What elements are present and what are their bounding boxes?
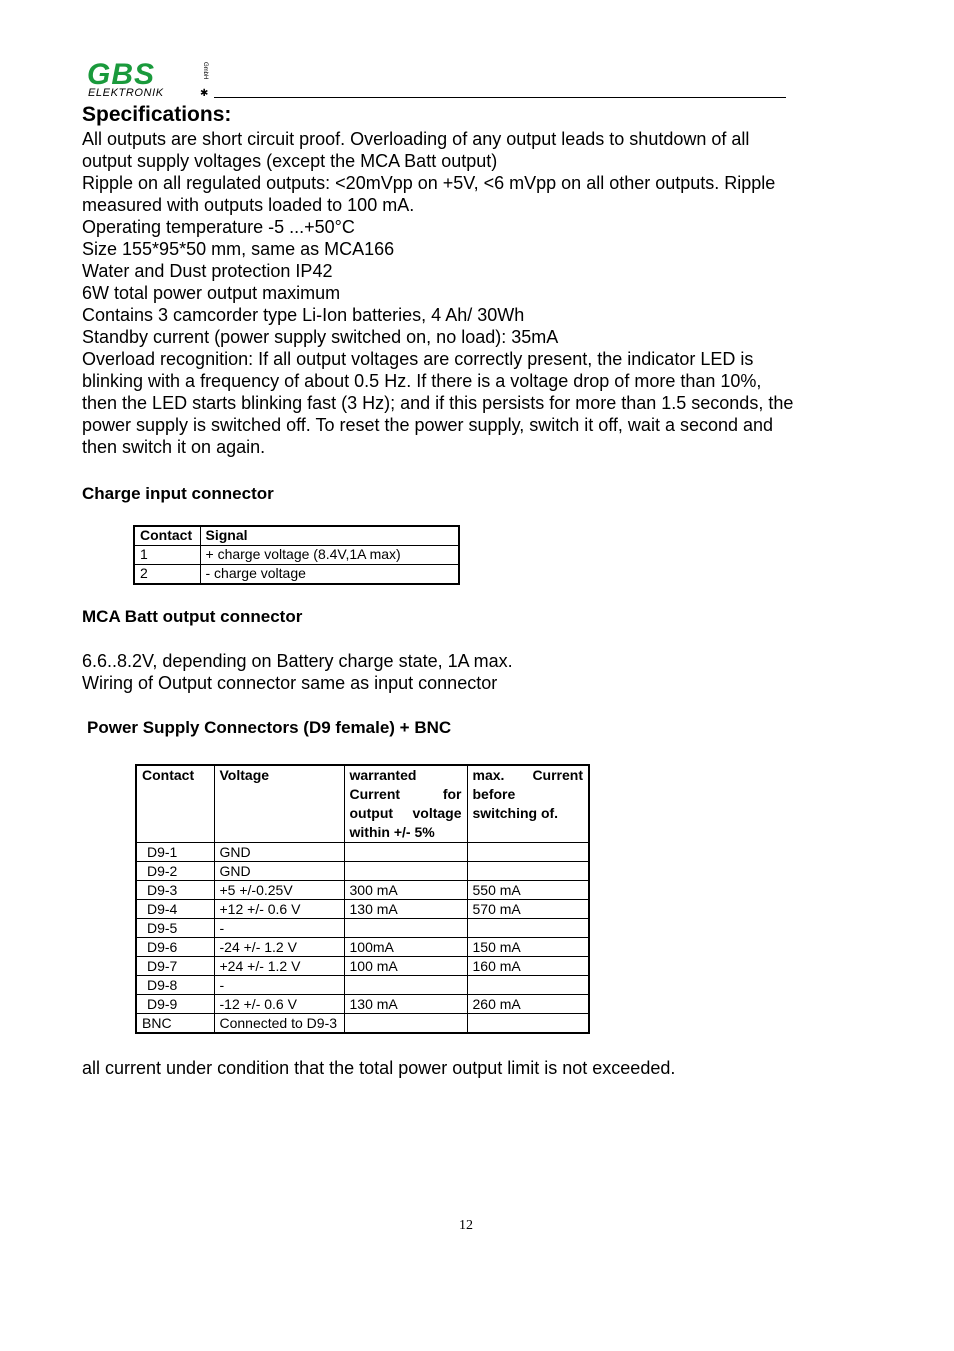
column-header [467, 765, 589, 843]
column-header: Signal [200, 526, 459, 546]
table-cell: D9-9 [136, 995, 214, 1014]
table-cell [467, 843, 589, 862]
header-line: before [472, 786, 516, 802]
table-row [136, 843, 589, 862]
charge-input-heading: Charge input connector [82, 484, 274, 503]
table-cell: D9-3 [136, 881, 214, 900]
intro-line: 6W total power output maximum [82, 283, 341, 303]
table-cell: + charge voltage (8.4V,1A max) [200, 546, 459, 565]
column-header: Voltage [214, 765, 344, 843]
table-cell: -24 +/- 1.2 V [214, 938, 344, 957]
table-cell: D9-8 [136, 976, 214, 995]
header-rule [214, 97, 786, 98]
table-row [136, 919, 589, 938]
table-cell: 550 mA [467, 881, 589, 900]
table-cell: GND [214, 843, 344, 862]
table-cell [344, 1014, 467, 1034]
table-cell: 130 mA [344, 900, 467, 919]
table-row [136, 976, 589, 995]
power-supply-heading: Power Supply Connectors (D9 female) + BNC [87, 718, 452, 737]
table-cell: +24 +/- 1.2 V [214, 957, 344, 976]
mca-batt-line: Wiring of Output connector same as input connector [82, 673, 498, 693]
intro-line: All outputs are short circuit proof. Overloading of any output leads to shutdown of all [82, 129, 750, 149]
page-title: Specifications: [82, 103, 232, 126]
table-cell: BNC [136, 1014, 214, 1034]
table-row [134, 565, 459, 585]
header-line: warranted [349, 767, 417, 783]
table-cell: 160 mA [467, 957, 589, 976]
company-logo [86, 58, 212, 100]
table-header-row [134, 526, 459, 546]
mca-batt-paragraph [82, 650, 513, 694]
table-cell [467, 919, 589, 938]
table-row [136, 862, 589, 881]
header-line: max. Current [472, 767, 583, 783]
charge-input-table [133, 525, 460, 585]
table-cell: 130 mA [344, 995, 467, 1014]
header-line: Current for [349, 786, 462, 802]
intro-line: then the LED starts blinking fast (3 Hz); and if this persists for more than 1.5 seconds, the [82, 393, 794, 413]
header-line: switching of. [472, 805, 559, 821]
table-cell: - [214, 919, 344, 938]
intro-line: Water and Dust protection IP42 [82, 261, 333, 281]
table-cell: 100 mA [344, 957, 467, 976]
header-line: output voltage [349, 805, 462, 821]
intro-line: output supply voltages (except the MCA Batt output) [82, 151, 498, 171]
table-row [136, 957, 589, 976]
logo-side-text: GmbH [202, 62, 208, 80]
table-row [136, 881, 589, 900]
logo-star-icon: ✱ [200, 88, 209, 99]
table-cell: 2 [134, 565, 200, 585]
table-cell: 570 mA [467, 900, 589, 919]
table-cell: +5 +/-0.25V [214, 881, 344, 900]
logo-sub-text: ELEKTRONIK [88, 87, 164, 99]
table-cell [467, 976, 589, 995]
table-cell [344, 843, 467, 862]
intro-line: blinking with a frequency of about 0.5 Hz. If there is a voltage drop of more than 10%, [82, 371, 762, 391]
table-cell: Connected to D9-3 [214, 1014, 344, 1034]
intro-paragraph [82, 128, 793, 458]
table-cell [344, 976, 467, 995]
table-cell [344, 862, 467, 881]
mca-batt-heading: MCA Batt output connector [82, 607, 303, 626]
table-cell: - charge voltage [200, 565, 459, 585]
intro-line: Overload recognition: If all output voltages are correctly present, the indicator LED is [82, 349, 754, 369]
table-cell: D9-6 [136, 938, 214, 957]
table-row [136, 995, 589, 1014]
table-row [136, 938, 589, 957]
intro-line: Operating temperature -5 ...+50°C [82, 217, 355, 237]
intro-line: Standby current (power supply switched on, no load): 35mA [82, 327, 559, 347]
table-cell: D9-2 [136, 862, 214, 881]
intro-line: Contains 3 camcorder type Li-Ion batteries, 4 Ah/ 30Wh [82, 305, 525, 325]
column-header: Contact [136, 765, 214, 843]
table-cell [467, 1014, 589, 1034]
intro-line: Ripple on all regulated outputs: <20mVpp on +5V, <6 mVpp on all other outputs. Ripple [82, 173, 776, 193]
table-header-row [136, 765, 589, 843]
table-cell: - [214, 976, 344, 995]
mca-batt-line: 6.6..8.2V, depending on Battery charge state, 1A max. [82, 651, 513, 671]
power-supply-footnote: all current under condition that the total power output limit is not exceeded. [82, 1058, 676, 1078]
intro-line: Size 155*95*50 mm, same as MCA166 [82, 239, 395, 259]
table-cell: 1 [134, 546, 200, 565]
table-cell: D9-4 [136, 900, 214, 919]
table-row [136, 900, 589, 919]
power-supply-table [135, 764, 590, 1034]
table-cell: D9-5 [136, 919, 214, 938]
page-number: 12 [459, 1218, 473, 1233]
table-cell: D9-1 [136, 843, 214, 862]
table-cell: GND [214, 862, 344, 881]
table-cell: -12 +/- 0.6 V [214, 995, 344, 1014]
column-header: Contact [134, 526, 200, 546]
table-row [134, 546, 459, 565]
table-cell: 150 mA [467, 938, 589, 957]
column-header [344, 765, 467, 843]
logo-main-text: GBS [87, 58, 156, 91]
table-cell: 100mA [344, 938, 467, 957]
table-cell: 300 mA [344, 881, 467, 900]
header-line: within +/- 5% [349, 824, 435, 840]
table-cell: 260 mA [467, 995, 589, 1014]
table-cell [344, 919, 467, 938]
table-row [136, 1014, 589, 1034]
table-cell [467, 862, 589, 881]
table-cell: +12 +/- 0.6 V [214, 900, 344, 919]
intro-line: power supply is switched off. To reset the power supply, switch it off, wait a second and [82, 415, 774, 435]
intro-line: then switch it on again. [82, 437, 266, 457]
intro-line: measured with outputs loaded to 100 mA. [82, 195, 415, 215]
table-cell: D9-7 [136, 957, 214, 976]
